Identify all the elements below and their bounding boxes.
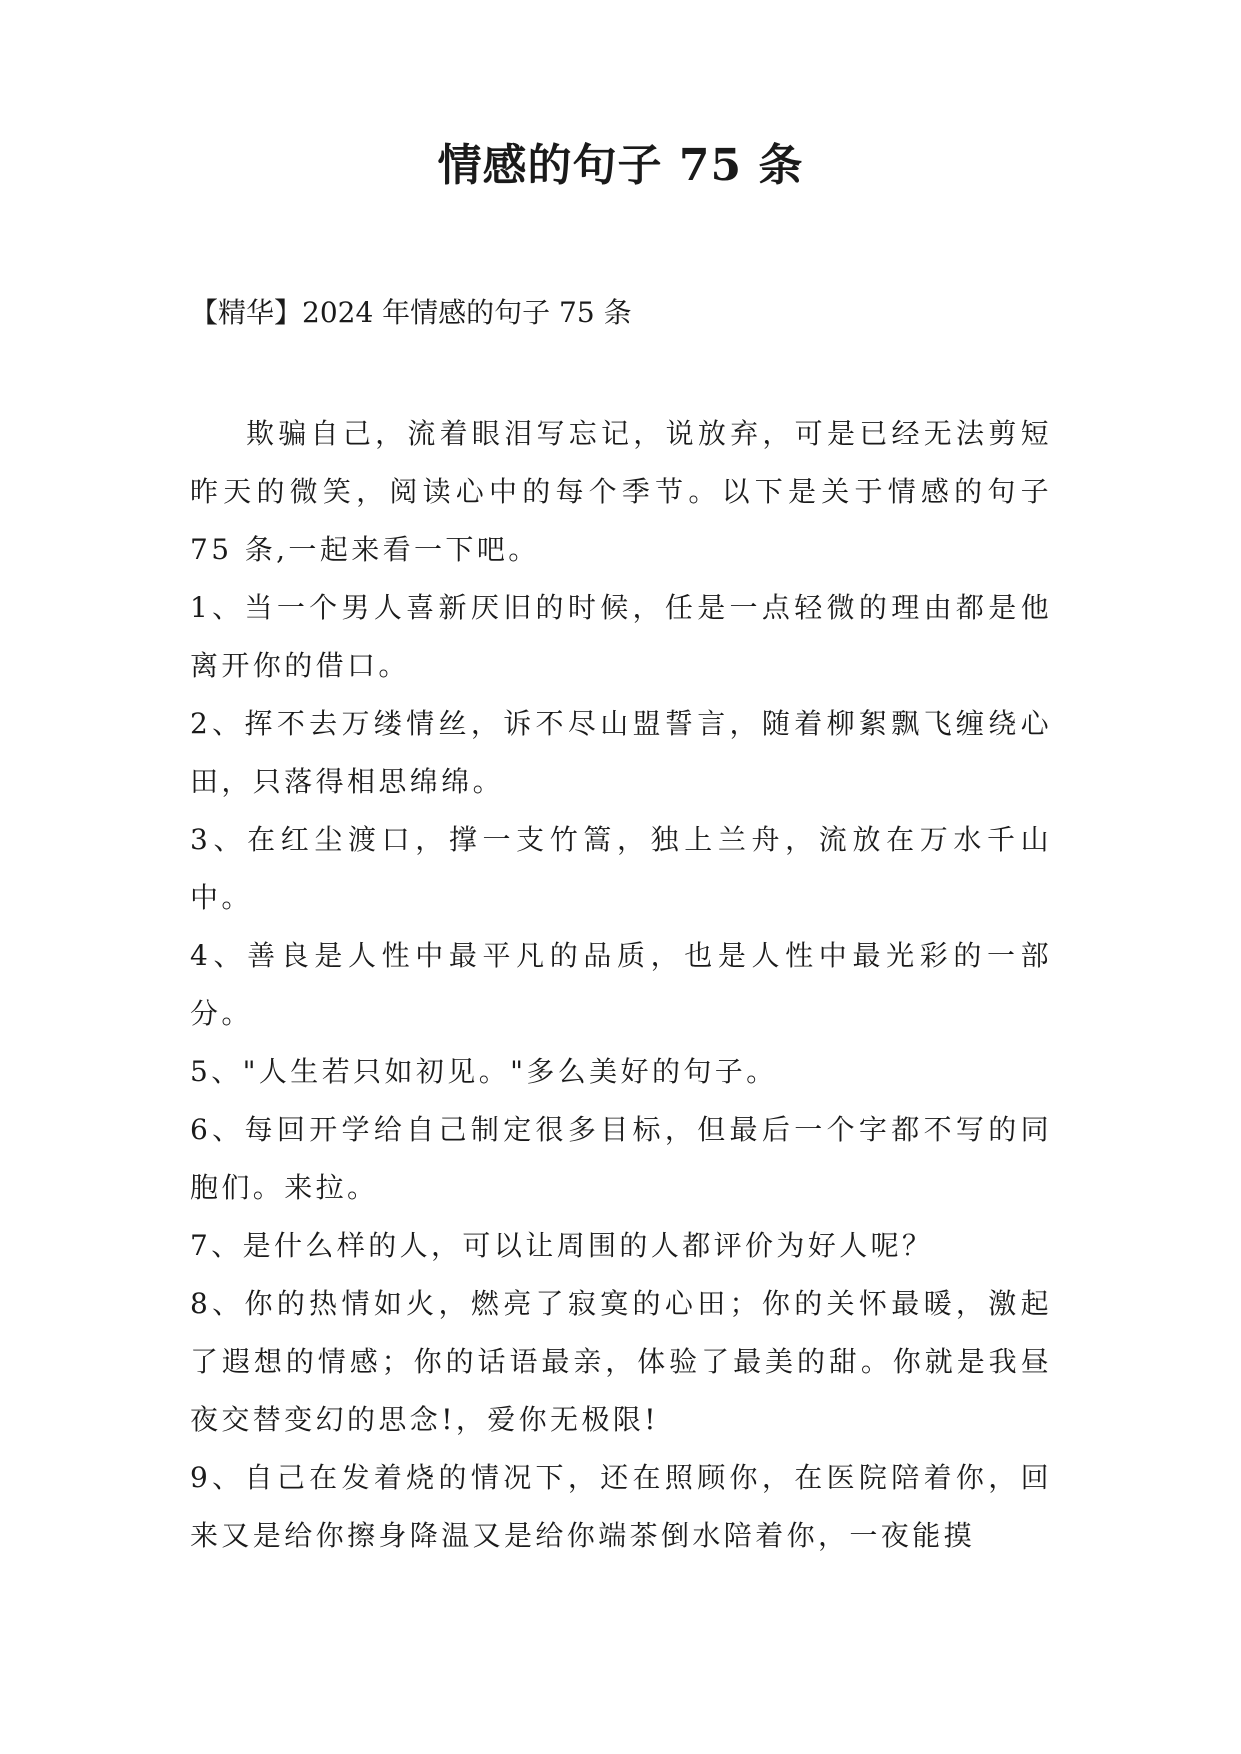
list-item: 3、在红尘渡口，撑一支竹篙，独上兰舟，流放在万水千山中。 bbox=[190, 823, 1052, 914]
list-item: 6、每回开学给自己制定很多目标，但最后一个字都不写的同胞们。来拉。 bbox=[190, 1113, 1052, 1204]
list-item: 8、你的热情如火，燃亮了寂寞的心田；你的关怀最暖，激起了遐想的情感；你的话语最亲，体验了最美的甜。你就是我昼夜交替变幻的思念!，爱你无极限! bbox=[190, 1287, 1052, 1436]
list-item: 4、善良是人性中最平凡的品质，也是人性中最光彩的一部分。 bbox=[190, 939, 1052, 1030]
document-body bbox=[190, 405, 1052, 1565]
list-item: 5、"人生若只如初见。"多么美好的句子。 bbox=[190, 1055, 778, 1088]
intro-paragraph: 欺骗自己，流着眼泪写忘记，说放弃，可是已经无法剪短昨天的微笑，阅读心中的每个季节。以下是关于情感的句子 75 条,一起来看一下吧。 bbox=[190, 417, 1052, 566]
list-item: 1、当一个男人喜新厌旧的时候，任是一点轻微的理由都是他离开你的借口。 bbox=[190, 591, 1052, 682]
document-title: 情感的句子 75 条 bbox=[437, 140, 804, 191]
list-item: 9、自己在发着烧的情况下，还在照顾你，在医院陪着你，回来又是给你擦身降温又是给你端茶倒水陪着你，一夜能摸 bbox=[190, 1461, 1052, 1552]
document-subtitle: 【精华】2024 年情感的句子 75 条 bbox=[190, 296, 632, 329]
list-item: 2、挥不去万缕情丝，诉不尽山盟誓言，随着柳絮飘飞缠绕心田，只落得相思绵绵。 bbox=[190, 707, 1052, 798]
list-item: 7、是什么样的人，可以让周围的人都评价为好人呢？ bbox=[190, 1229, 934, 1262]
